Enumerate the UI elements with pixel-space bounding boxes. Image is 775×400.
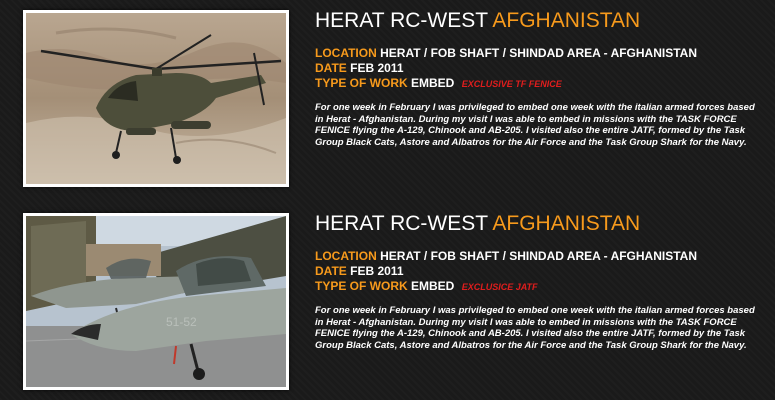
work-type-label: TYPE OF WORK (315, 76, 408, 90)
work-type-value: EMBED (411, 279, 455, 293)
gallery-entry-helicopter (0, 0, 775, 195)
location-line (315, 46, 765, 61)
jets-photo (26, 216, 286, 387)
work-type-line (315, 76, 765, 92)
location-line (315, 249, 765, 264)
title-accent: AFGHANISTAN (492, 212, 641, 235)
work-type-tag: EXCLUSICE JATF (461, 282, 538, 292)
photo-helicopter-thumbnail[interactable] (23, 10, 289, 187)
entry-text-column (315, 8, 765, 158)
location-value: HERAT / FOB SHAFT / SHINDAD AREA - AFGHANISTAN (380, 46, 697, 60)
entry-description: For one week in February I was privileged to embed one week with the italian armed forces based in Herat - Afghanistan. During my visit I was able to embed in missions with the TASK FORCE FENICE flying the A-129, Chinook and AB-205. I visited also the entire JATF, formed by the Task Group Black Cats, Astore and Albatros for the Air Force and the Task Group Shark for the Navy. (315, 305, 755, 351)
entry-text-column (315, 211, 765, 361)
date-label: DATE (315, 264, 347, 278)
entry-title (315, 211, 765, 237)
entry-title (315, 8, 765, 34)
date-value: FEB 2011 (350, 264, 404, 278)
date-value: FEB 2011 (350, 61, 404, 75)
work-type-label: TYPE OF WORK (315, 279, 408, 293)
work-type-value: EMBED (411, 76, 455, 90)
title-main: HERAT RC-WEST (315, 9, 488, 32)
title-main: HERAT RC-WEST (315, 212, 488, 235)
svg-text:51-52: 51-52 (166, 315, 197, 329)
title-accent: AFGHANISTAN (492, 9, 641, 32)
location-label: LOCATION (315, 46, 377, 60)
location-value: HERAT / FOB SHAFT / SHINDAD AREA - AFGHANISTAN (380, 249, 697, 263)
photo-jets-thumbnail[interactable] (23, 213, 289, 390)
location-label: LOCATION (315, 249, 377, 263)
date-line (315, 61, 765, 76)
date-label: DATE (315, 61, 347, 75)
entry-meta (315, 46, 765, 92)
gallery-entry-jets (0, 203, 775, 398)
work-type-line (315, 279, 765, 295)
helicopter-photo (26, 13, 286, 184)
date-line (315, 264, 765, 279)
entry-meta (315, 249, 765, 295)
work-type-tag: EXCLUSIVE TF FENICE (461, 79, 562, 89)
entry-description: For one week in February I was privileged to embed one week with the italian armed forces based in Herat - Afghanistan. During my visit I was able to embed in missions with the TASK FORCE FENICE flying the A-129, Chinook and AB-205. I visited also the entire JATF, formed by the Task Group Black Cats, Astore and Albatros for the Air Force and the Task Group Shark for the Navy. (315, 102, 755, 148)
